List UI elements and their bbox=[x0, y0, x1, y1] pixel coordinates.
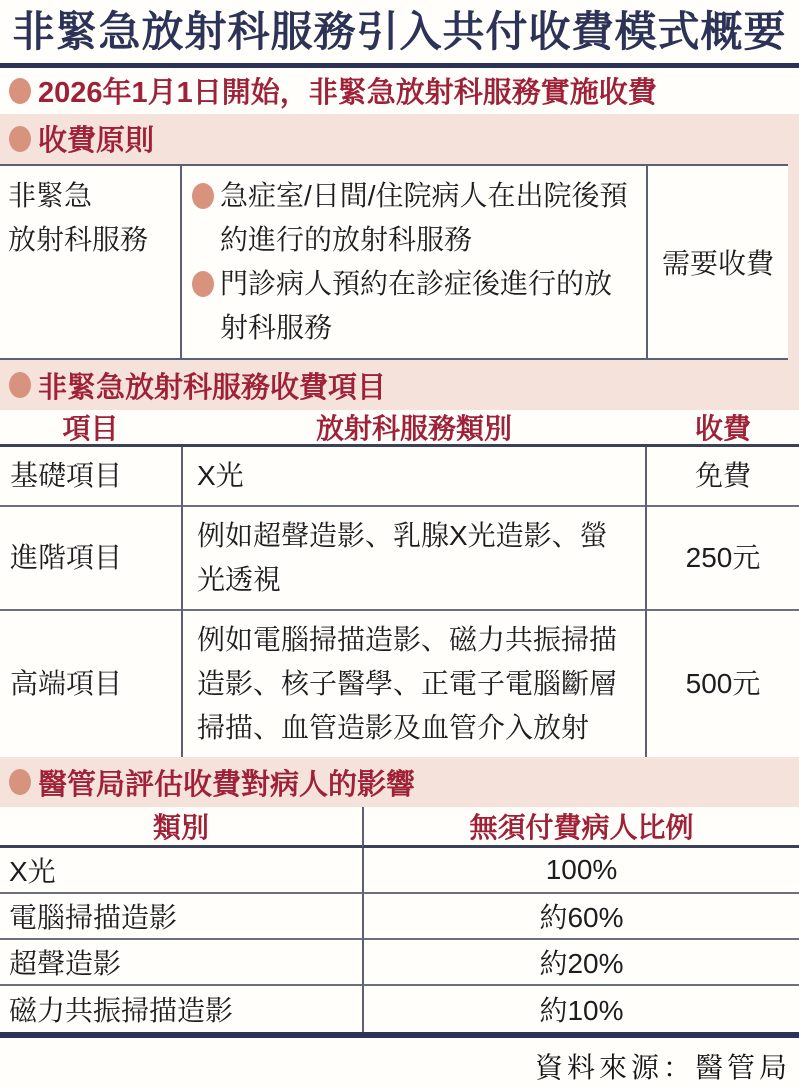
section1-heading: 收費原則 bbox=[38, 125, 155, 157]
table-row-item-cell: 進階項目 bbox=[0, 507, 181, 611]
service-line-2: 放射科服務 bbox=[8, 224, 149, 256]
table-row-ratio-cell: 約60% bbox=[362, 894, 799, 940]
intro-line bbox=[0, 68, 799, 114]
table-row-category-cell: X光 bbox=[0, 848, 362, 894]
section2-heading-band bbox=[0, 360, 799, 410]
table-row-item-cell: 基礎項目 bbox=[0, 447, 181, 507]
data-source-credit: 資料來源：醫管局 bbox=[534, 1053, 791, 1085]
principle-item-text: 門診病人預約在診症後進行的放射科服務 bbox=[220, 267, 613, 344]
column-header-category: 放射科服務類別 bbox=[181, 410, 647, 447]
page-title: 非緊急放射科服務引入共付收費模式概要 bbox=[12, 8, 787, 55]
table-row-fee-cell: 免費 bbox=[647, 447, 799, 507]
column-header-category: 類別 bbox=[0, 807, 362, 848]
list-item bbox=[192, 174, 638, 262]
table-row-fee-cell: 250元 bbox=[647, 507, 799, 611]
service-line-1: 非緊急 bbox=[8, 179, 93, 211]
section3-heading-band bbox=[0, 757, 799, 807]
table-row-category-cell: 超聲造影 bbox=[0, 940, 362, 986]
column-header-fee: 收費 bbox=[647, 410, 799, 447]
table-row-category-cell: 例如電腦掃描造影、磁力共振掃描造影、核子醫學、正電子電腦斷層掃描、血管造影及血管介入放射 bbox=[181, 611, 647, 757]
section2-heading: 非緊急放射科服務收費項目 bbox=[38, 371, 387, 404]
table-row-category-cell: 電腦掃描造影 bbox=[0, 894, 362, 940]
principles-items-cell bbox=[180, 166, 648, 359]
principle-item-text: 急症室/日間/住院病人在出院後預約進行的放射科服務 bbox=[220, 179, 628, 255]
bullet-icon bbox=[9, 78, 31, 104]
bullet-icon bbox=[9, 769, 31, 795]
table-row-category-cell: 例如超聲造影、乳腺X光造影、螢光透視 bbox=[181, 507, 647, 611]
table-row-category-cell: X光 bbox=[181, 447, 647, 507]
table-row-ratio-cell: 約10% bbox=[362, 986, 799, 1032]
table-row-item-cell: 高端項目 bbox=[10, 668, 123, 700]
table-row-ratio-cell: 100% bbox=[362, 848, 799, 894]
bullet-icon bbox=[192, 271, 214, 297]
principles-result-cell: 需要收費 bbox=[661, 247, 774, 279]
list-item bbox=[192, 262, 638, 350]
bullet-icon bbox=[9, 372, 31, 398]
table-row-ratio-cell: 約20% bbox=[362, 940, 799, 986]
column-header-item: 項目 bbox=[0, 410, 181, 447]
impact-table bbox=[0, 807, 799, 1038]
bullet-icon bbox=[192, 183, 214, 209]
section1-heading-band bbox=[0, 114, 799, 164]
principles-table-wrapper bbox=[0, 164, 799, 361]
intro-text: 2026年1月1日開始，非緊急放射科服務實施收費 bbox=[38, 77, 657, 109]
table-row-fee-cell: 500元 bbox=[685, 668, 761, 700]
masthead bbox=[0, 0, 799, 68]
bullet-icon bbox=[9, 126, 31, 152]
table-row-category-cell: 磁力共振掃描造影 bbox=[9, 995, 234, 1027]
fee-items-table bbox=[0, 410, 799, 757]
principles-service-cell bbox=[0, 166, 180, 359]
section3-heading: 醫管局評估收費對病人的影響 bbox=[38, 768, 416, 801]
principles-table bbox=[0, 164, 788, 361]
column-header-ratio: 無須付費病人比例 bbox=[362, 807, 799, 848]
